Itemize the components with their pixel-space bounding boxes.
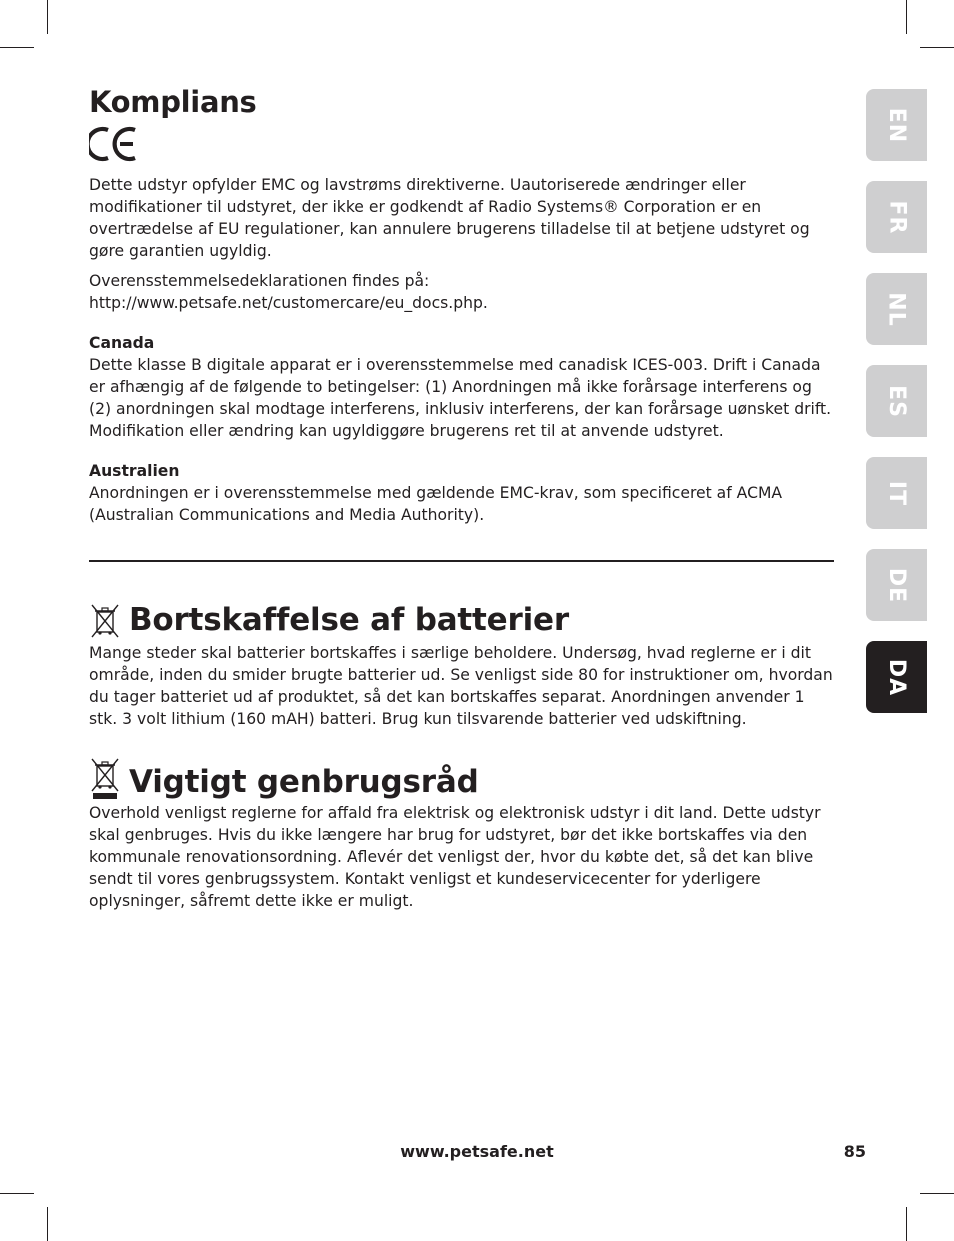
tab-label: FR — [884, 200, 909, 234]
tab-label: EN — [883, 107, 909, 143]
tab-da[interactable] — [866, 641, 927, 713]
crossed-bin-weee-icon — [89, 758, 121, 800]
australia-heading: Australien — [89, 462, 180, 480]
canada-heading: Canada — [89, 334, 155, 352]
crossed-bin-icon — [89, 602, 121, 638]
tab-es[interactable] — [866, 365, 927, 437]
recycling-heading — [89, 758, 834, 800]
declaration-label: Overensstemmelsedeklarationen findes på: — [89, 272, 430, 290]
crop-mark — [906, 1207, 907, 1241]
crop-mark — [47, 0, 48, 34]
tab-label: ES — [884, 384, 909, 418]
crop-mark — [920, 1193, 954, 1194]
canada-text: Dette klasse B digitale apparat er i overensstemmelse med canadisk ICES-003. Drift i Canada er afhængig af de følgende to betingelser: (1) Anordningen må ikke forårsage interferens og (2) anordningen skal modtage interferens, inklusiv interferens, der kan forårsage uønsket drift. Modifikation eller ændring kan ugyldiggøre brugerens ret til at anvende udstyret. — [89, 356, 832, 440]
crop-mark — [0, 47, 34, 48]
compliance-title: Komplians — [89, 85, 257, 119]
page-content — [89, 84, 834, 912]
battery-text: Mange steder skal batterier bortskaffes i særlige beholdere. Undersøg, hvad reglerne er i dit område, inden du smider brugte batterier ud. Se venligst side 80 for instruktioner om, hvordan du tager batteriet ud af produktet, så det kan bortskaffes separat. Anordningen anvender 1 stk. 3 volt lithium (160 mAH) batteri. Brug kun tilsvarende batterier ved udskiftning. — [89, 644, 833, 728]
tab-en[interactable] — [866, 89, 927, 161]
crop-mark — [920, 47, 954, 48]
declaration-link[interactable]: http://www.petsafe.net/customercare/eu_docs.php. — [89, 294, 488, 312]
australia-text: Anordningen er i overensstemmelse med gældende EMC-krav, som specificeret af ACMA (Australian Communications and Media Authority). — [89, 484, 783, 524]
recycling-text: Overhold venligst reglerne for affald fra elektrisk og elektronisk udstyr i dit land. Dette udstyr skal genbruges. Hvis du ikke længere har brug for udstyret, bør det ikke bortskaffes via den kommunale renovationsordning. Aflevér det venligst der, hvor du købte det, så det kan blive sendt til vores genbrugssystem. Kontakt venligst et kundeservicecenter for yderligere oplysninger, såfremt dette ikke er muligt. — [89, 804, 821, 910]
tab-de[interactable] — [866, 549, 927, 621]
tab-label: IT — [883, 480, 909, 506]
ce-mark-icon — [89, 126, 139, 162]
tab-label: DE — [883, 567, 909, 603]
page-number: 85 — [843, 1142, 866, 1161]
crop-mark — [906, 0, 907, 34]
tab-fr[interactable] — [866, 181, 927, 253]
tab-it[interactable] — [866, 457, 927, 529]
footer-url[interactable]: www.petsafe.net — [400, 1142, 554, 1161]
crop-mark — [0, 1193, 34, 1194]
recycling-title: Vigtigt genbrugsråd — [129, 764, 479, 800]
tab-label: DA — [883, 658, 909, 696]
crop-mark — [47, 1207, 48, 1241]
compliance-paragraph: Dette udstyr opfylder EMC og lavstrøms direktiverne. Uautoriserede ændringer eller modifikationer til udstyret, der ikke er godkendt af Radio Systems® Corporation er en overtrædelse af EU regulationer, kan annulere brugerens tilladelse til at betjene udstyret og gøre garantien ugyldig. — [89, 176, 810, 260]
tab-label: NL — [884, 291, 909, 327]
battery-title: Bortskaffelse af batterier — [129, 602, 569, 638]
battery-heading — [89, 602, 834, 638]
tab-nl[interactable] — [866, 273, 927, 345]
